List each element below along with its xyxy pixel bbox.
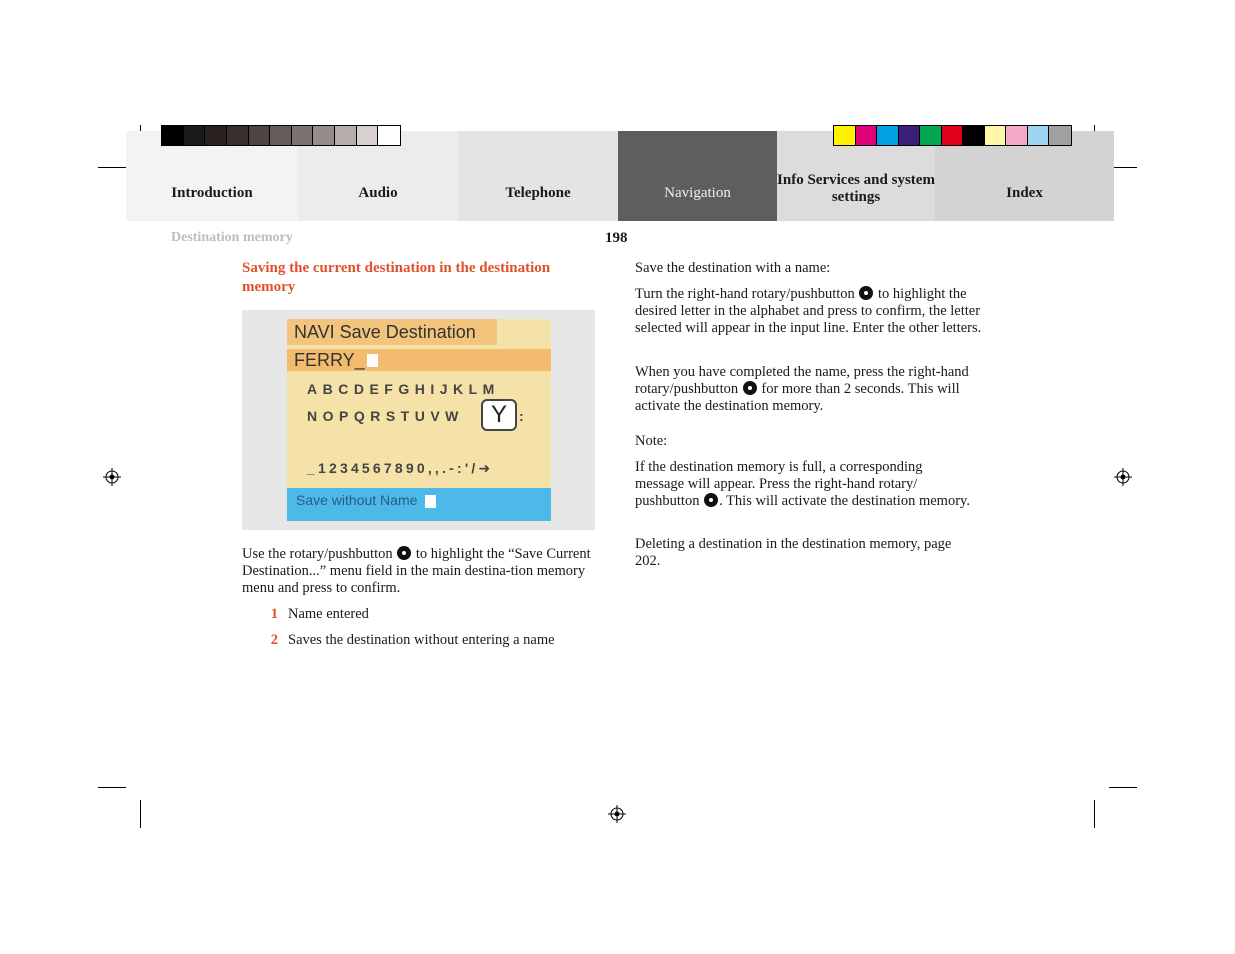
paragraph-text: for more than 2 seconds. This will activate the destination memory. bbox=[635, 381, 960, 414]
screen-title: NAVI Save Destination bbox=[287, 319, 497, 345]
color-swatch bbox=[378, 126, 400, 145]
note-paragraph bbox=[635, 459, 970, 510]
item-text: Saves the destination without entering a name bbox=[288, 632, 555, 648]
list-item bbox=[268, 632, 598, 649]
color-swatch bbox=[1028, 126, 1050, 145]
paragraph-text: to highlight the desired letter in the alphabet and press to confirm, the letter selected will appear in the input line. Enter the other letters. bbox=[635, 286, 982, 336]
paragraph bbox=[635, 364, 990, 415]
item-number: 2 bbox=[270, 632, 278, 648]
paragraph bbox=[635, 286, 990, 337]
tab-audio[interactable]: Audio bbox=[298, 131, 458, 221]
alphabet-row-2-tail: : bbox=[519, 408, 530, 424]
color-swatch bbox=[985, 126, 1007, 145]
color-swatch bbox=[856, 126, 878, 145]
color-swatch bbox=[1006, 126, 1028, 145]
color-swatch bbox=[1049, 126, 1071, 145]
intro-paragraph bbox=[242, 546, 594, 597]
callout-marker bbox=[367, 354, 378, 367]
intro-text: Use the rotary/pushbutton bbox=[242, 546, 393, 562]
paragraph-text: Turn the right-hand rotary/pushbutton bbox=[635, 286, 855, 302]
color-swatch bbox=[963, 126, 985, 145]
save-option-label: Save without Name bbox=[296, 492, 418, 508]
rotary-pushbutton-icon bbox=[397, 546, 411, 560]
cross-reference: Deleting a destination in the destination memory, page 202. bbox=[635, 536, 952, 569]
color-swatch bbox=[834, 126, 856, 145]
alphabet-row-1: ABCDEFGHIJKLM bbox=[307, 381, 500, 397]
item-number: 1 bbox=[270, 606, 278, 622]
color-swatch bbox=[162, 126, 184, 145]
color-swatch bbox=[227, 126, 249, 145]
page-number: 198 bbox=[605, 230, 628, 246]
alphabet-row-3: _1234567890,,.-:'/➜ bbox=[307, 460, 494, 476]
tab-introduction[interactable]: Introduction bbox=[126, 131, 298, 221]
section-title: Destination memory bbox=[171, 230, 293, 245]
section-heading: Saving the current destination in the destination memory bbox=[242, 260, 551, 295]
alphabet-row-2: NOPQRSTUVW bbox=[307, 408, 464, 424]
color-swatch bbox=[249, 126, 271, 145]
intro-text: to highlight the “Save Current Destination...” menu field in the main destina-tion memory menu and press to confirm. bbox=[242, 546, 591, 596]
crop-mark bbox=[1094, 800, 1095, 828]
color-swatch bbox=[357, 126, 379, 145]
list-item bbox=[268, 606, 598, 623]
color-swatch bbox=[877, 126, 899, 145]
selected-letter: Y bbox=[481, 399, 517, 431]
paragraph: Save the destination with a name: bbox=[635, 260, 831, 276]
rotary-pushbutton-icon bbox=[743, 381, 757, 395]
crop-mark bbox=[1109, 787, 1137, 788]
color-swatch bbox=[313, 126, 335, 145]
rotary-pushbutton-icon bbox=[859, 286, 873, 300]
color-swatch bbox=[292, 126, 314, 145]
tab-telephone[interactable]: Telephone bbox=[458, 131, 618, 221]
registration-mark-icon bbox=[103, 468, 121, 486]
callout-marker bbox=[425, 495, 436, 508]
grayscale-calibration-strip bbox=[161, 125, 401, 146]
name-input-line bbox=[287, 349, 551, 371]
paragraph-text: . This will activate the destination memory. bbox=[719, 493, 970, 509]
color-swatch bbox=[942, 126, 964, 145]
color-swatch bbox=[335, 126, 357, 145]
crop-mark bbox=[98, 167, 126, 168]
paragraph-text: When you have completed the name, press the right-hand rotary/pushbutton bbox=[635, 364, 969, 397]
note-label: Note: bbox=[635, 433, 668, 449]
registration-mark-icon bbox=[1114, 468, 1132, 486]
color-swatch bbox=[184, 126, 206, 145]
tab-index[interactable]: Index bbox=[935, 131, 1114, 221]
color-calibration-strip bbox=[833, 125, 1072, 146]
color-swatch bbox=[920, 126, 942, 145]
crop-mark bbox=[98, 787, 126, 788]
tab-navigation[interactable]: Navigation bbox=[618, 131, 777, 221]
color-swatch bbox=[899, 126, 921, 145]
crop-mark bbox=[140, 800, 141, 828]
save-without-name-option bbox=[287, 488, 551, 521]
item-text: Name entered bbox=[288, 606, 369, 622]
tab-info-services[interactable]: Info Services and system settings bbox=[777, 131, 935, 221]
paragraph-text: If the destination memory is full, a corresponding message will appear. Press the right-hand rotary/ pushbutton bbox=[635, 459, 923, 509]
color-swatch bbox=[270, 126, 292, 145]
rotary-pushbutton-icon bbox=[704, 493, 718, 507]
navi-display bbox=[287, 319, 551, 521]
registration-mark-icon bbox=[608, 805, 626, 823]
screen-figure bbox=[242, 310, 595, 530]
input-value: FERRY_ bbox=[294, 350, 365, 370]
color-swatch bbox=[205, 126, 227, 145]
